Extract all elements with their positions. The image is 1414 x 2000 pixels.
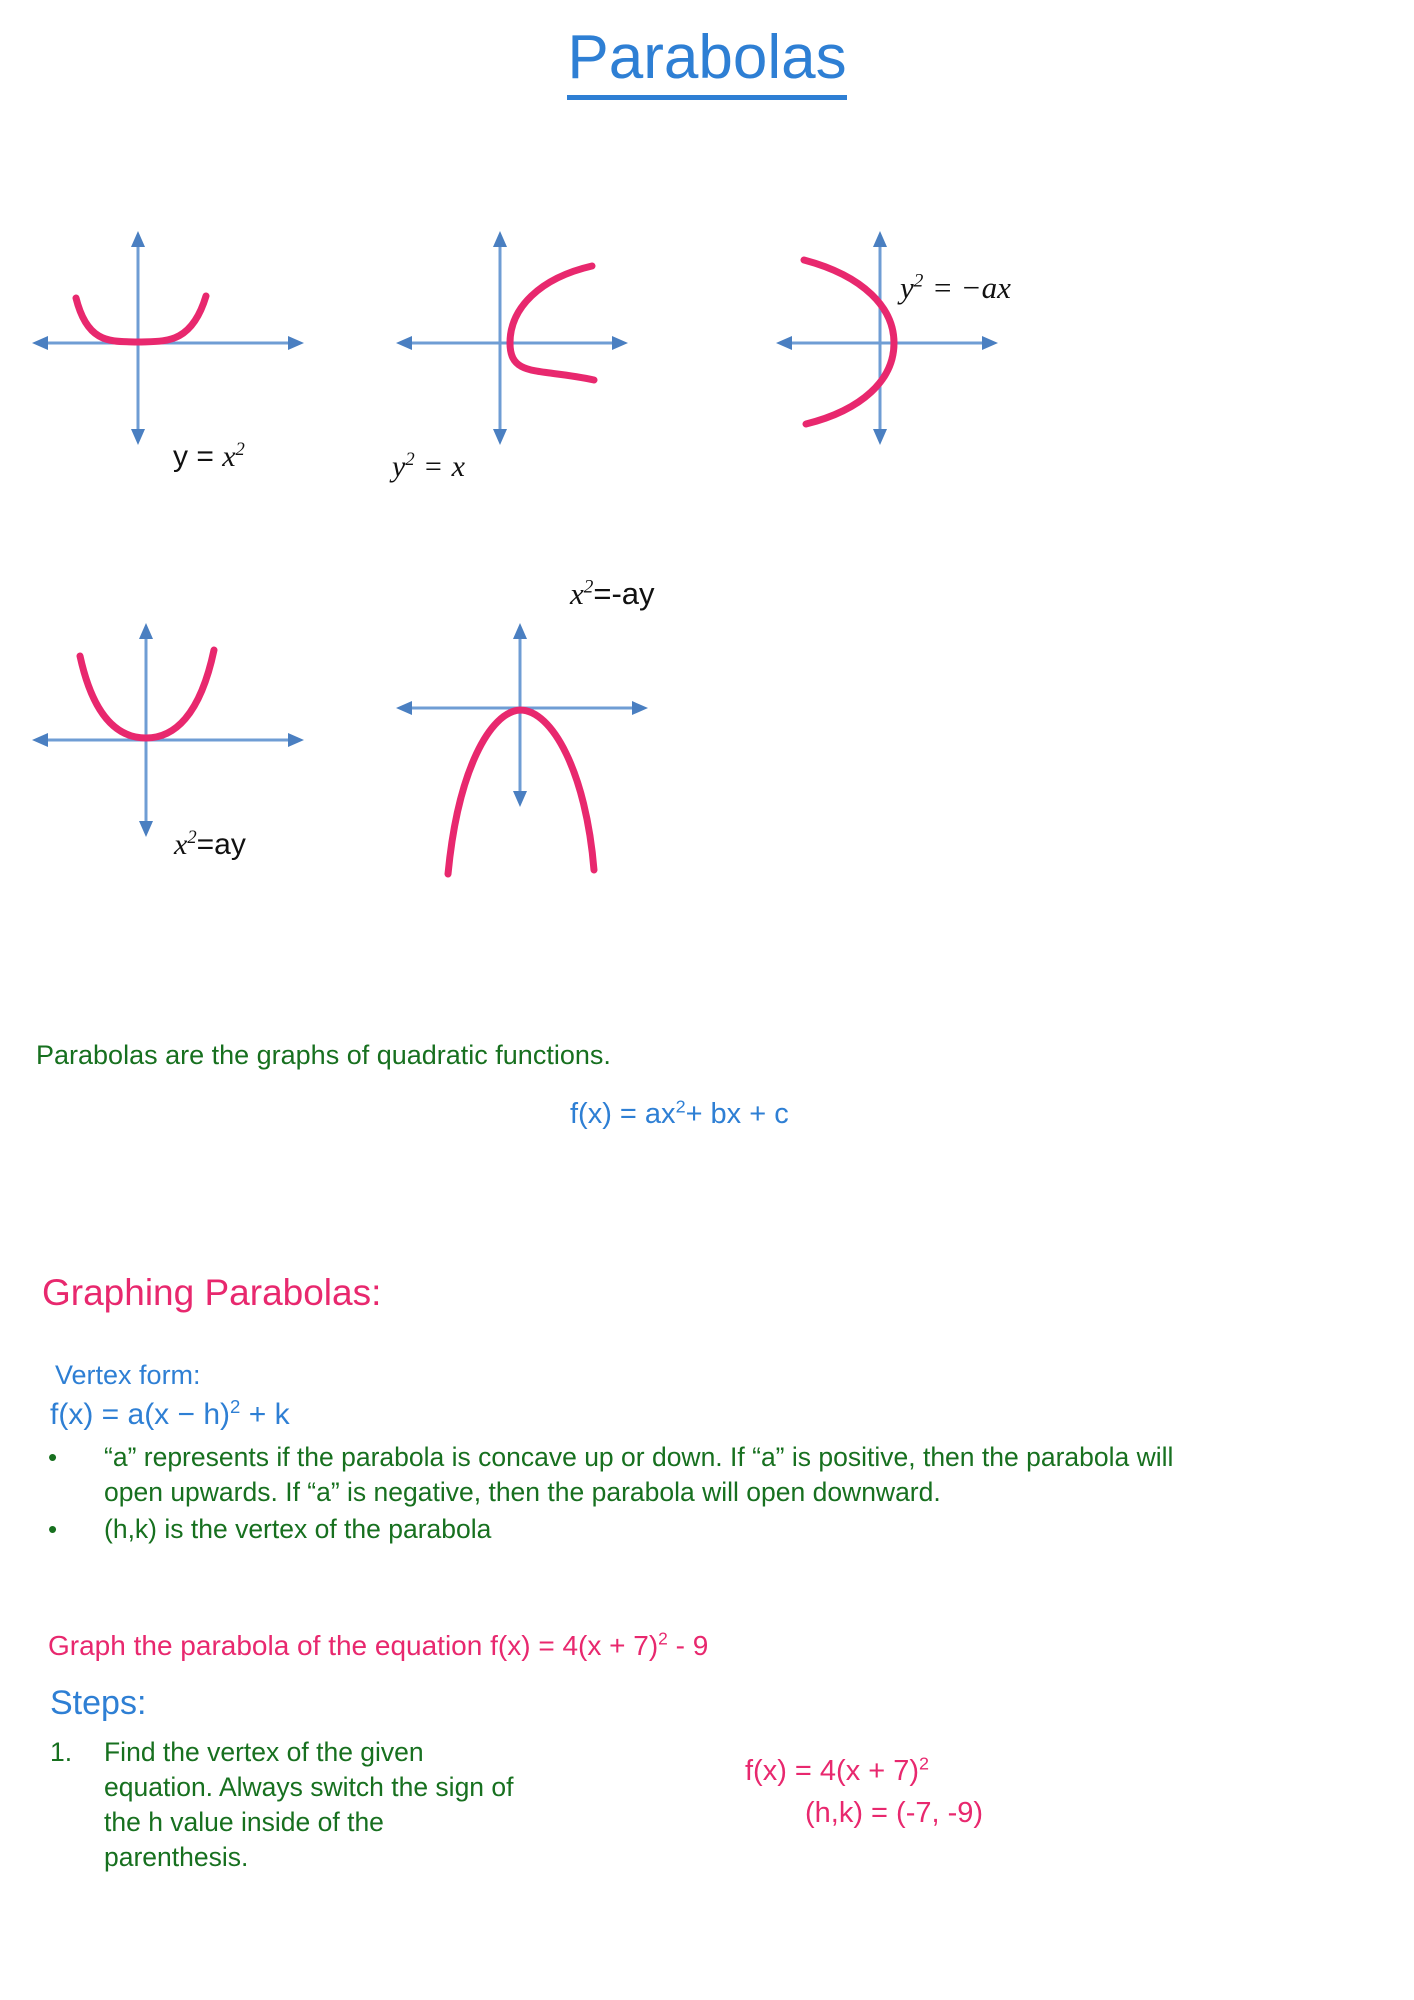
arrow-right (288, 733, 304, 747)
arrow-up (873, 231, 887, 247)
bullet-text: “a” represents if the parabola is concave up or down. If “a” is positive, then the parabola will open upwards. If “a” is negative, then the parabola will open downward. (104, 1442, 1174, 1508)
step-1-worked-math (745, 1750, 983, 1834)
figure-parabola-up-2 (28, 620, 308, 861)
graphing-parabolas-heading: Graphing Parabolas: (42, 1272, 382, 1313)
page-title-text: Parabolas (567, 23, 846, 100)
general-quadratic-formula: $f(x) = ax^2+$ bx + c (570, 1096, 789, 1130)
list-item (48, 1735, 518, 1875)
figure-2-svg (392, 228, 672, 448)
arrow-down (873, 429, 887, 445)
graph-example-prompt: Graph the parabola of the equation $f(x) = 4(x + 7)^2 - 9$ (48, 1628, 709, 1661)
arrow-down (139, 821, 153, 837)
axes-group (780, 236, 994, 440)
arrow-right (632, 701, 648, 715)
step-text: Find the vertex of the given equation. Always switch the sign of the h value inside of the parenthesis. (104, 1737, 514, 1872)
arrow-up (139, 623, 153, 639)
parabola-curve (76, 296, 206, 342)
arrow-left (32, 733, 48, 747)
figure-5-label: $x^2=-ay$ (570, 576, 655, 611)
arrow-left (776, 336, 792, 350)
step-number: 1. (50, 1737, 73, 1767)
arrow-left (396, 701, 412, 715)
arrow-right (612, 336, 628, 350)
figure-4-label: $x^2=ay$ (174, 827, 246, 861)
parabola-curve (510, 266, 594, 380)
axis-arrowheads (396, 623, 648, 807)
figure-4-svg (28, 620, 308, 840)
bullet-text: (h,k) is the vertex of the parabola (104, 1514, 492, 1545)
steps-heading: Steps: (50, 1684, 147, 1722)
arrow-down (131, 429, 145, 445)
figure-5-svg (392, 620, 692, 880)
figure-parabola-down (392, 576, 692, 880)
bullet-marker: • (48, 1442, 58, 1472)
figure-parabola-right (392, 228, 672, 483)
figure-3-svg (772, 228, 1052, 448)
arrow-right (982, 336, 998, 350)
arrow-down (513, 791, 527, 807)
figure-1-svg (28, 228, 308, 448)
vertex-form-label: Vertex form: (55, 1360, 201, 1390)
figure-parabola-left (772, 228, 1052, 448)
arrow-up (131, 231, 145, 247)
arrow-up (493, 231, 507, 247)
step-math-equation: $f(x) = 4(x + 7)^2$ (745, 1753, 930, 1787)
intro-sentence: Parabolas are the graphs of quadratic functions. (36, 1040, 611, 1070)
list-item (48, 1440, 1238, 1510)
axes-group (400, 628, 644, 802)
arrow-up (513, 623, 527, 639)
step-math-vertex: (h,k) = (-7, -9) (805, 1797, 984, 1830)
arrow-right (288, 336, 304, 350)
arrow-down (493, 429, 507, 445)
steps-list (48, 1735, 518, 1875)
figure-1-label: $y = x^2$ (173, 439, 245, 473)
vertex-form-equation: $f(x) = a(x - h)^2 + k$ (50, 1396, 290, 1431)
figure-2-label: $y^2 = x$ (392, 449, 465, 483)
arrow-left (32, 336, 48, 350)
list-item (48, 1512, 1238, 1547)
vertex-form-bullet-list (48, 1440, 1238, 1550)
page-title (0, 22, 1414, 93)
figure-3-label: $y^2 = -ax$ (900, 270, 1011, 305)
bullet-marker: • (48, 1514, 58, 1545)
arrow-left (396, 336, 412, 350)
figure-parabola-up-1 (28, 228, 308, 473)
